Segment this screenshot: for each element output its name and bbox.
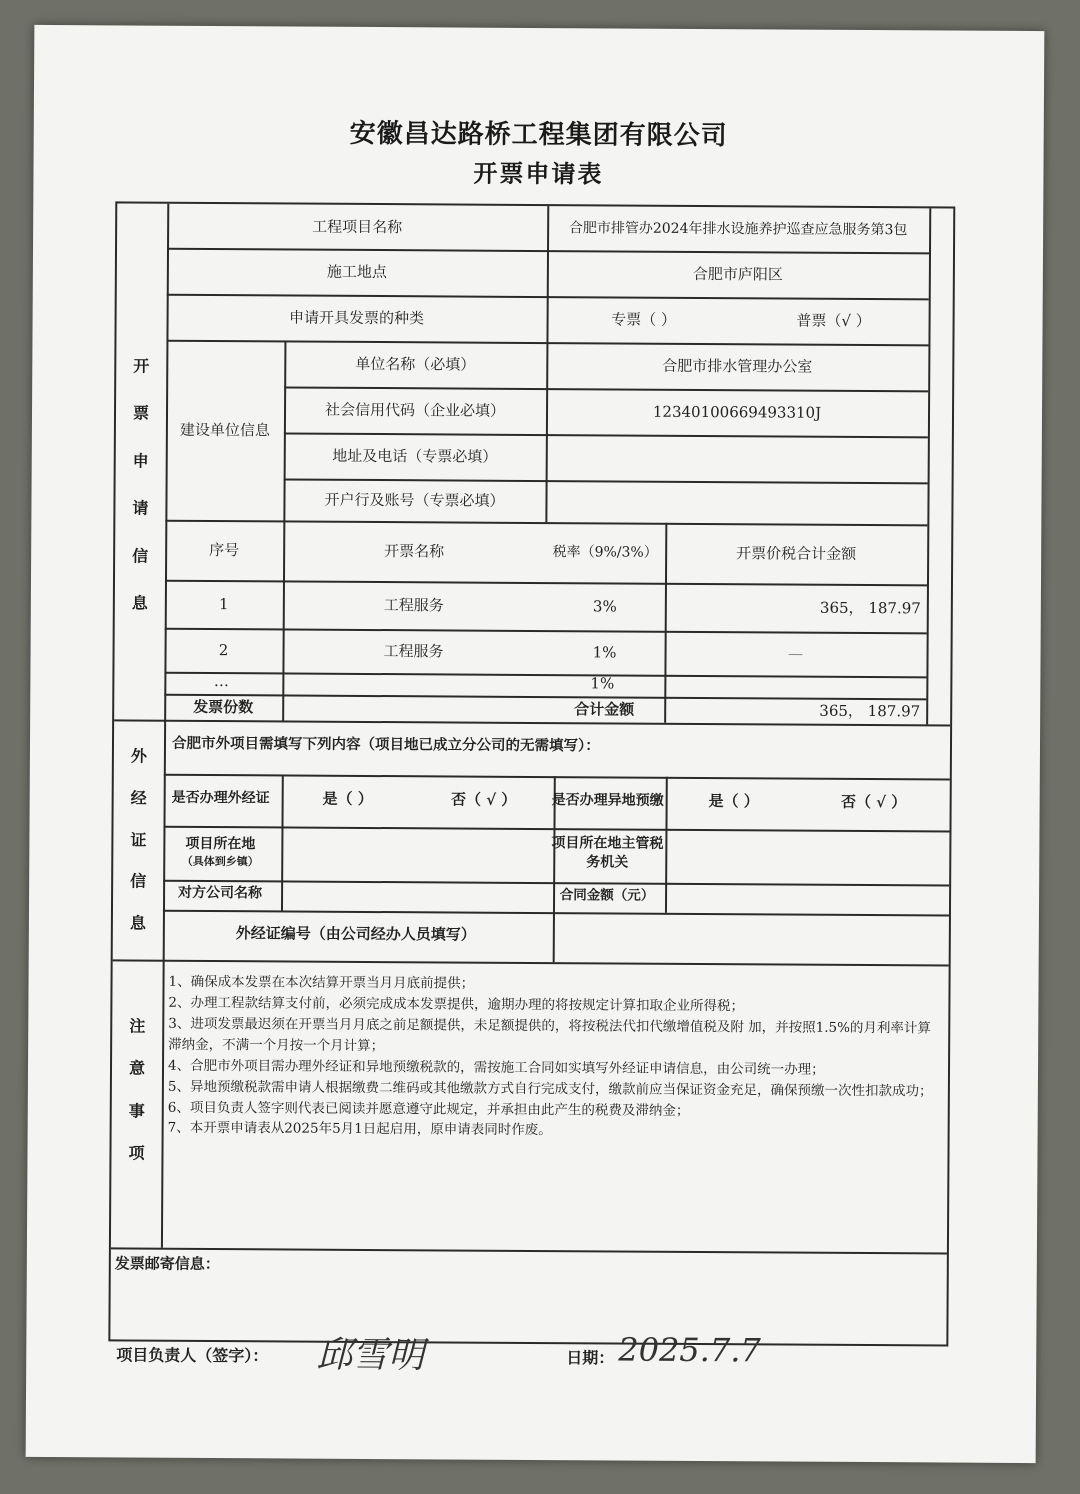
prepay-label: 是否办理异地预缴 — [551, 791, 664, 809]
table-row-3-rate: 1% — [590, 674, 615, 693]
unit-name-label: 单位名称（必填） — [355, 354, 476, 374]
section-label-invoice-info: 开 票 申 请 信 息 — [131, 356, 150, 613]
note-item: 6、项目负责人签字则代表已阅读并愿意遵守此规定，并承担由此产生的税费及滞纳金； — [167, 1099, 690, 1119]
site-value: 合肥市庐阳区 — [692, 264, 783, 284]
credit-code-value: 12340100669493310J — [652, 402, 822, 422]
table-row-1-name: 工程服务 — [383, 595, 444, 615]
contract-amount-label: 合同金额（元） — [559, 887, 655, 904]
note-item: 7、本开票申请表从2025年5月1日起启用，原申请表同时作废。 — [167, 1120, 552, 1139]
location-label-cell — [161, 824, 279, 879]
col-header-rate: 税率（9%/3%） — [552, 543, 658, 561]
date-label: 日期： — [566, 1348, 615, 1368]
section-label-outbound-info: 外 经 证 信 息 — [129, 746, 147, 933]
note-item: 1、确保成本发票在本次结算开票当月月底前提供； — [168, 973, 475, 992]
note-item: 5、异地预缴税款需申请人根据缴费二维码或其他缴款方式自行完成支付，缴款前应当保证资金充足，确保预缴一次性扣款成功； — [167, 1078, 933, 1100]
note-item: 2、办理工程款结算支付前，必须完成成本发票提供，逾期办理的将按规定计算扣取企业所得税； — [168, 994, 745, 1015]
table-row-2-no: 2 — [218, 640, 229, 659]
form-paper — [26, 25, 1045, 1463]
table-row-2-amount: — — [788, 644, 804, 663]
note-item: 3、进项发票最迟须在开票当月月底之前足额提供，未足额提供的，将按税法代扣代缴增值税及附 加，并按照1.5%的月利率计算滞纳金，不满一个月按一个月计算； — [168, 1015, 932, 1054]
unit-name-value: 合肥市排水管理办公室 — [662, 356, 813, 376]
section-label-notes: 注 意 事 项 — [128, 1016, 146, 1163]
copies-label: 发票份数 — [193, 697, 254, 717]
cert-label: 是否办理外经证 — [171, 789, 270, 806]
col-header-no: 序号 — [209, 540, 240, 560]
table-row-3-no: … — [213, 671, 229, 691]
project-name-label: 工程项目名称 — [312, 217, 403, 237]
builder-group-label: 建设单位信息 — [179, 420, 270, 440]
invoice-type-label: 申请开具发票的种类 — [289, 308, 425, 328]
table-row-2-rate: 1% — [592, 643, 617, 662]
address-label: 地址及电话（专票必填） — [332, 446, 498, 466]
total-amount-label: 合计金额 — [574, 700, 635, 719]
project-name-value: 合肥市排管办2024年排水设施养护巡查应急服务第3包 — [568, 219, 908, 238]
site-label: 施工地点 — [326, 262, 387, 281]
table-row-1-no: 1 — [219, 594, 229, 614]
outbound-instruction: 合肥市外项目需填写下列内容（项目地已成立分公司的无需填写）： — [171, 736, 600, 755]
table-row-1-amount: 365， 187.97 — [819, 598, 921, 618]
form-overlay — [108, 201, 955, 1346]
total-amount-value: 365， 187.97 — [819, 701, 921, 721]
col-header-amount: 开票价税合计金额 — [736, 544, 857, 563]
normal-invoice-option: 普票（√ ） — [796, 311, 871, 330]
date-value: 2025.7.7 — [618, 1330, 761, 1370]
company-name: 安徽昌达路桥工程集团有限公司 — [349, 118, 728, 152]
prepay-yes-option: 是（ ） — [708, 791, 759, 811]
table-row-1-rate: 3% — [592, 597, 617, 616]
tax-office-label: 项目所在地主管税务机关 — [551, 835, 664, 871]
manager-signature: 邱雪明 — [316, 1334, 425, 1377]
credit-code-label: 社会信用代码（企业必填） — [324, 400, 506, 420]
bank-label: 开户行及账号（专票必填） — [324, 490, 505, 510]
mailing-info-label: 发票邮寄信息： — [114, 1254, 220, 1273]
location-sub-label: （具体到乡镇） — [181, 854, 259, 869]
notes-list — [168, 972, 945, 1144]
note-item: 4、合肥市外项目需办理外经证和异地预缴税款的，需按施工合同如实填写外经证申请信息，由公司统一办理； — [167, 1057, 825, 1078]
manager-signature-label: 项目负责人（签字）： — [116, 1345, 269, 1366]
location-label: 项目所在地 — [185, 835, 256, 853]
cert-yes-option: 是（ ） — [322, 789, 373, 808]
counterparty-label: 对方公司名称 — [178, 884, 263, 901]
cert-no-option: 否（ √ ） — [450, 790, 517, 809]
col-header-name: 开票名称 — [384, 541, 445, 561]
prepay-no-option: 否（ √ ） — [840, 792, 907, 812]
cert-number-label: 外经证编号（由公司经办人员填写） — [235, 924, 476, 944]
table-row-2-name: 工程服务 — [383, 641, 444, 661]
form-title: 开票申请表 — [473, 159, 604, 189]
special-invoice-option: 专票（ ） — [611, 310, 677, 329]
